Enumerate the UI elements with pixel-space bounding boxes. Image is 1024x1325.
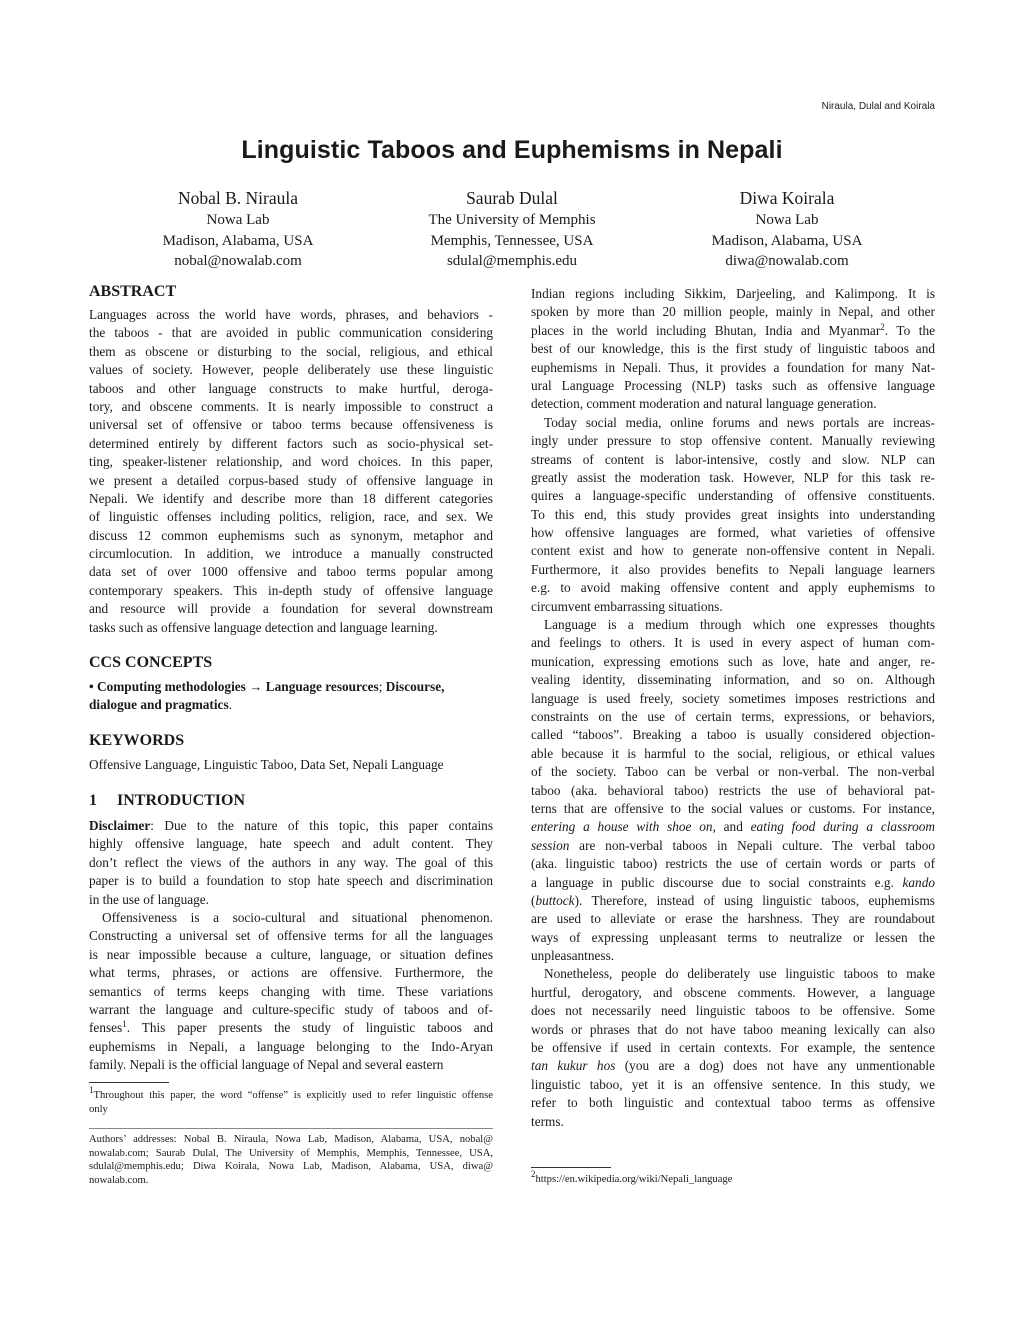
text-line: terms. <box>531 1113 564 1129</box>
text-line: circumlocution. In addition, we introduce a manually constructed <box>89 546 493 562</box>
text-line: hurtful, derogatory, and obscene comments. However, a language <box>531 984 935 1000</box>
footnote-2 <box>531 1169 935 1187</box>
text-line: refer to both linguistic and contextual taboo terms as offensive <box>531 1095 935 1111</box>
text-line: how offensive languages are formed, what varieties of offensive <box>531 525 935 541</box>
author-name: Saurab Dulal <box>466 188 558 208</box>
text-line <box>531 874 935 892</box>
text-line: Language is a medium through which one expresses thoughts <box>544 617 935 633</box>
text-line: paper is to build a foundation to stop hate speech and discrimination <box>89 873 493 889</box>
text-line: best of our knowledge, this is the first study of linguistic taboos and <box>531 341 935 357</box>
text-line <box>531 837 935 855</box>
author-block <box>88 186 388 272</box>
text-segment: are non-verbal taboos in Nepali culture. The verbal taboo <box>569 837 935 853</box>
emphasis-text: buttock <box>535 892 575 908</box>
text-line: ways of expressing unpleasant terms to neutralize or lessen the <box>531 929 935 945</box>
running-head: Niraula, Dulal and Koirala <box>821 101 935 112</box>
section-heading-introduction <box>89 791 245 811</box>
text-line: language is used freely, society sometimes imposes restrictions and <box>531 690 935 706</box>
text-line: family. Nepali is the official language of Nepal and several eastern <box>89 1057 444 1073</box>
text-line: Indian regions including Sikkim, Darjeeling, and Kalimpong. It is <box>531 286 935 301</box>
text-line: semantics of terms keeps changing with time. These variations <box>89 983 493 999</box>
text-line <box>531 818 935 836</box>
footnote-rule <box>89 1082 169 1083</box>
text-line <box>89 696 493 714</box>
author-email: nobal@nowalab.com <box>174 253 302 269</box>
text-line: sdulal@memphis.edu; Diwa Koirala, Nowa Lab, Madison, Alabama, USA, diwa@ <box>89 1161 493 1173</box>
intro-paragraph <box>531 616 935 965</box>
text-segment: : Due to the nature of this topic, this paper contains <box>150 818 493 833</box>
text-line: nowalab.com. <box>89 1175 149 1187</box>
text-line: To this end, this study provides great insights into understanding <box>531 506 935 522</box>
footnote-marker: 1 <box>122 1019 127 1030</box>
text-line: in the use of language. <box>89 891 210 907</box>
emphasis-text: session <box>531 837 570 853</box>
emphasis-text: kando <box>902 874 935 890</box>
text-line: don’t reflect the views of the authors in any way. The goal of this <box>89 854 493 870</box>
text-line: vealing identity, disseminating information, and so on. Although <box>531 672 935 688</box>
text-line: ingly under pressure to stop offensive content. Manually reviewing <box>531 433 935 449</box>
intro-paragraph <box>89 817 493 909</box>
footnote-marker: 2 <box>531 1169 536 1179</box>
text-line: contemporary speakers. This in-depth study of offensive language <box>89 582 493 598</box>
author-block <box>637 186 937 272</box>
author-email: diwa@nowalab.com <box>725 253 849 269</box>
text-line: Today social media, online forums and news portals are increas- <box>544 414 935 430</box>
text-segment: places in the world including Bhutan, India and Myanmar <box>531 322 881 338</box>
intro-paragraph <box>531 285 935 414</box>
text-line: and feelings to others. It is used in every aspect of human com- <box>531 635 935 651</box>
addresses-rule <box>89 1128 493 1129</box>
author-affiliation: Nowa Lab <box>206 212 270 228</box>
text-line: nowalab.com; Saurab Dulal, The University of Memphis, Memphis, Tennessee, USA, <box>89 1147 493 1159</box>
ccs-heading: CCS CONCEPTS <box>89 654 213 671</box>
text-line: are used to alleviate or erase the harshness. They are roundabout <box>531 911 935 927</box>
text-segment: (you are a dog) does not have any unmentionable <box>615 1058 936 1074</box>
text-line: tory, and obscene comments. It is nearly impossible to construct a <box>89 398 493 414</box>
text-line: Nonetheless, people do deliberately use linguistic taboos to make <box>544 966 935 982</box>
text-segment: ). Therefore, instead of using linguistic taboos, euphemisms <box>574 892 935 908</box>
text-line: be offensive if used in certain contexts. For example, the sentence <box>531 1040 935 1056</box>
text-segment: ( <box>531 892 536 908</box>
bold-text: • Computing methodologies → Language resources <box>89 679 379 694</box>
text-line: ural Language Processing (NLP) tasks such as offensive language <box>531 377 935 393</box>
text-line: words or phrases that do not have taboo meaning lexically can also <box>531 1021 935 1037</box>
text-segment: https://en.wikipedia.org/wiki/Nepali_language <box>535 1174 733 1185</box>
text-line: Furthermore, it also provides benefits to Nepali language learners <box>531 561 935 577</box>
text-line: Authors’ addresses: Nobal B. Niraula, Nowa Lab, Madison, Alabama, USA, nobal@ <box>89 1134 493 1145</box>
text-line <box>531 1057 935 1075</box>
emphasis-text: entering a house with shoe on <box>531 819 713 835</box>
text-line: we present a detailed corpus-based study of offensive language in <box>89 472 493 488</box>
text-segment: a language in public discourse due to social constraints e.g. <box>531 874 903 890</box>
right-column <box>531 285 935 1131</box>
text-line: quires a language-specific understanding of offensive constituents. <box>531 488 935 504</box>
text-line: euphemisms in Nepali. Thus, it provides a foundation for many Nat- <box>531 359 935 375</box>
text-line <box>89 1019 493 1037</box>
text-segment: . This paper presents the study of linguistic taboos and <box>126 1020 493 1036</box>
text-line: greatly assist the moderation task. However, NLP for this task re- <box>531 469 935 485</box>
text-line: linguistic taboo, yet it is an offensive sentence. In this study, we <box>531 1076 935 1092</box>
text-line: Nepali. We identify and describe more than 18 different categories <box>89 490 493 506</box>
text-line: e.g. to avoid making offensive content and apply euphemisms to <box>531 580 935 596</box>
text-segment: Throughout this paper, the word “offense” is explicitly used to refer linguistic offense <box>93 1090 493 1101</box>
text-segment: ; <box>378 679 386 694</box>
text-line: streams of content is labor-intensive, costly and slow. NLP can <box>531 451 935 467</box>
text-segment: , and <box>712 819 751 835</box>
footnote-1 <box>89 1085 493 1116</box>
text-line: warrant the language and culture-specific study of taboos and of- <box>89 1001 493 1017</box>
text-line: them as obscene or disturbing to the social, religious, and ethical <box>89 343 493 359</box>
text-line: content exist and how to generate non-offensive content in Nepali. <box>531 543 935 559</box>
footnote-marker: 2 <box>880 321 885 332</box>
text-line: the taboos - that are avoided in public communication considering <box>89 325 493 341</box>
authors-addresses <box>89 1133 493 1188</box>
text-line: called “taboos”. Breaking a taboo is usually considered objection- <box>531 727 935 743</box>
text-line: Languages across the world have words, phrases, and behaviors - <box>89 307 493 322</box>
text-line: universal set of offensive or taboo terms because offensiveness is <box>89 417 493 433</box>
footnote-marker: 1 <box>89 1085 94 1095</box>
text-line: Constructing a universal set of offensive terms for all the languages <box>89 928 493 944</box>
text-line: values of society. However, people deliberately use these linguistic <box>89 362 493 378</box>
text-line: only <box>89 1103 108 1115</box>
text-line: taboos and other language constructs to make hurtful, deroga- <box>89 380 493 396</box>
bold-text: Discourse, <box>385 679 445 694</box>
keywords-text: Offensive Language, Linguistic Taboo, Data Set, Nepali Language <box>89 757 444 772</box>
text-line: tasks such as offensive language detection and language learning. <box>89 619 438 635</box>
keywords-heading: KEYWORDS <box>89 732 185 749</box>
text-segment: fenses <box>89 1020 123 1036</box>
bold-text: Disclaimer <box>89 818 151 833</box>
text-line <box>89 817 493 835</box>
text-line: constraints on the use of certain terms, expressions, or behaviors, <box>531 708 935 724</box>
text-line: terns that are offensive to the social values or customs. For instance, <box>531 800 935 816</box>
section-title: INTRODUCTION <box>117 792 246 809</box>
abstract-heading: ABSTRACT <box>89 283 177 300</box>
author-affiliation: Nowa Lab <box>755 212 819 228</box>
author-location: Memphis, Tennessee, USA <box>430 232 594 249</box>
text-line: euphemisms in Nepali, a language belonging to the Indo-Aryan <box>89 1038 493 1054</box>
intro-paragraph <box>531 414 935 616</box>
paper-title: Linguistic Taboos and Euphemisms in Nepali <box>241 136 783 164</box>
ccs-concepts <box>89 678 493 715</box>
emphasis-text: eating food during a classroom <box>750 819 935 835</box>
abstract-body <box>89 306 493 637</box>
text-line: taboo (aka. behavioral taboo) restricts the use of behavioral pat- <box>531 782 935 798</box>
text-line <box>531 892 935 910</box>
text-line <box>89 678 493 696</box>
intro-paragraph <box>89 909 493 1075</box>
footnote-rule <box>531 1167 611 1168</box>
text-line: spoken by more than 20 million people, mainly in Nepal, and other <box>531 304 935 320</box>
section-number: 1 <box>89 792 97 809</box>
emphasis-text: tan kukur hos <box>531 1058 616 1074</box>
author-email: sdulal@memphis.edu <box>446 253 578 269</box>
text-segment: . To the <box>884 322 935 338</box>
text-line: is near impossible because a culture, language, or situation defines <box>89 946 493 962</box>
text-line: of the society. Taboo can be verbal or non-verbal. The non-verbal <box>531 764 935 780</box>
intro-paragraph <box>531 965 935 1131</box>
text-line: munication, expressing emotions such as love, hate and anger, re- <box>531 653 935 669</box>
text-line: of linguistic offenses including politics, religion, race, and sex. We <box>89 509 493 525</box>
text-line: data set of over 1000 offensive and taboo terms popular among <box>89 564 493 580</box>
text-line <box>531 1169 935 1187</box>
bold-text: dialogue and pragmatics <box>89 697 229 713</box>
text-line <box>531 322 935 340</box>
author-name: Nobal B. Niraula <box>177 188 299 208</box>
text-line: determined entirely by different factors such as socio-physical set- <box>89 435 493 451</box>
author-affiliation: The University of Memphis <box>428 212 596 228</box>
text-line: what terms, phrases, or actions are offensive. Furthermore, the <box>89 965 493 981</box>
text-segment: . <box>228 697 232 713</box>
text-line: Offensiveness is a socio-cultural and situational phenomenon. <box>102 910 493 925</box>
text-line: does not necessarily need linguistic taboos to be offensive. Some <box>531 1003 935 1019</box>
text-line: highly offensive language, hate speech and adult content. They <box>89 836 493 852</box>
author-location: Madison, Alabama, USA <box>711 232 863 249</box>
text-line: detection, comment moderation and natural language generation. <box>531 396 877 412</box>
text-line: unpleasantness. <box>531 948 615 964</box>
text-line <box>89 1085 493 1103</box>
text-line: and resource will provide a foundation for several downstream <box>89 601 493 617</box>
author-location: Madison, Alabama, USA <box>162 232 314 249</box>
text-line: able because it is harmful to the social, religious, or ethical values <box>531 745 935 761</box>
text-line: discuss 12 common euphemisms such as synonym, metaphor and <box>89 527 493 543</box>
text-line: (aka. linguistic taboo) restricts the use of certain words or parts of <box>531 856 935 872</box>
author-name: Diwa Koirala <box>739 188 835 208</box>
text-line: circumvent embarrassing situations. <box>531 598 723 614</box>
author-block <box>362 186 662 272</box>
text-line: ting, speaker-listener relationship, and word choices. In this paper, <box>89 454 493 470</box>
